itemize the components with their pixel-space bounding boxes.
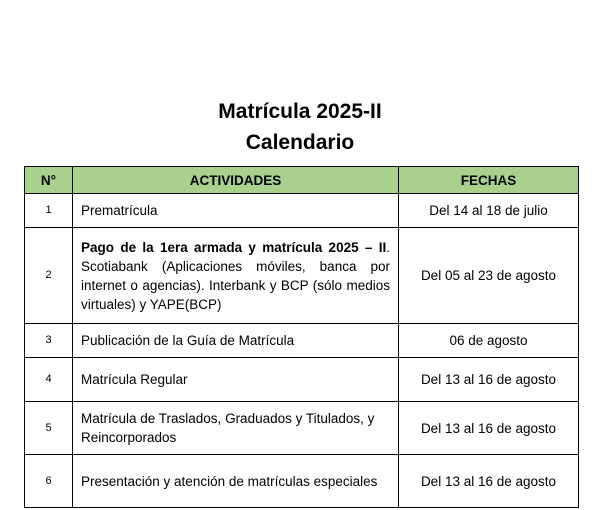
table-row bbox=[25, 455, 579, 508]
header-activities: ACTIVIDADES bbox=[73, 167, 399, 194]
row-number: 5 bbox=[25, 402, 73, 455]
row-activity: Matrícula de Traslados, Graduados y Titulados, y Reincorporados bbox=[73, 402, 399, 455]
table-row bbox=[25, 358, 579, 402]
row-activity-bold: Pago de la 1era armada y matrícula 2025 – II bbox=[81, 239, 387, 255]
table-row bbox=[25, 194, 579, 228]
row-activity-detail: . Scotiabank (Aplicaciones móviles, banca por internet o agencias). Interbank y BCP (sólo medios virtuales) y YAPE(BCP) bbox=[81, 239, 390, 312]
header-num: N° bbox=[25, 167, 73, 194]
table-row bbox=[25, 402, 579, 455]
table-row bbox=[25, 324, 579, 358]
row-activity: Matrícula Regular bbox=[73, 358, 399, 402]
header-dates: FECHAS bbox=[399, 167, 579, 194]
row-number: 4 bbox=[25, 358, 73, 402]
row-date: 06 de agosto bbox=[399, 324, 579, 358]
table-header-row bbox=[25, 167, 579, 194]
row-date: Del 13 al 16 de agosto bbox=[399, 402, 579, 455]
table-row bbox=[25, 228, 579, 324]
document-title: Matrícula 2025-II bbox=[218, 100, 382, 123]
row-activity: Prematrícula bbox=[73, 194, 399, 228]
row-number: 1 bbox=[25, 194, 73, 228]
row-date: Del 13 al 16 de agosto bbox=[399, 455, 579, 508]
row-activity: Presentación y atención de matrículas especiales bbox=[73, 455, 399, 508]
calendar-table bbox=[24, 166, 579, 508]
row-date: Del 13 al 16 de agosto bbox=[399, 358, 579, 402]
row-date: Del 14 al 18 de julio bbox=[399, 194, 579, 228]
row-number: 3 bbox=[25, 324, 73, 358]
row-activity bbox=[73, 228, 399, 324]
row-date: Del 05 al 23 de agosto bbox=[399, 228, 579, 324]
document-subtitle: Calendario bbox=[245, 131, 355, 154]
row-activity: Publicación de la Guía de Matrícula bbox=[73, 324, 399, 358]
row-number: 2 bbox=[25, 228, 73, 324]
row-number: 6 bbox=[25, 455, 73, 508]
